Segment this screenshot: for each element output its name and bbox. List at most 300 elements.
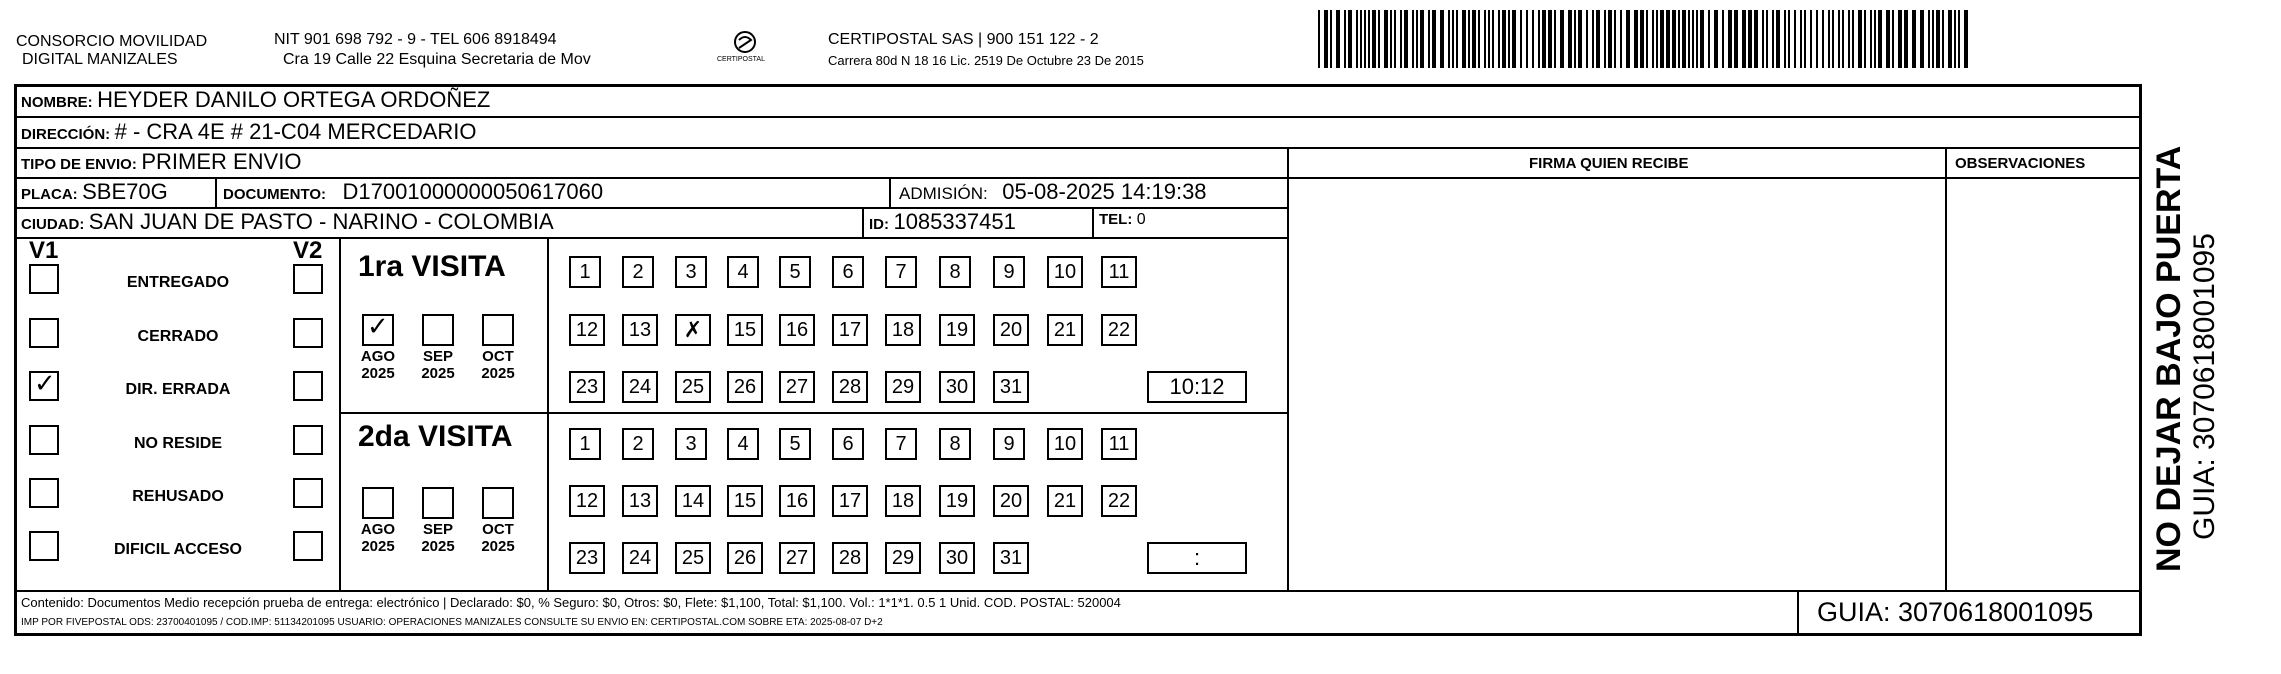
barcode-bar: [1904, 10, 1908, 68]
day-number: 30: [945, 546, 969, 569]
day-box[interactable]: [885, 542, 921, 574]
barcode-bar: [1412, 10, 1414, 68]
barcode-bar: [1928, 10, 1930, 68]
no-dejar-bajo-puerta: NO DEJAR BAJO PUERTA: [2150, 145, 2188, 572]
barcode-bar: [1932, 10, 1934, 68]
barcode-bar: [1772, 10, 1774, 68]
month-checkbox[interactable]: [482, 314, 514, 346]
status-label: REHUSADO: [132, 488, 224, 505]
check-mark-icon: ✓: [34, 369, 56, 399]
barcode-bar: [1682, 10, 1686, 68]
barcode-bar: [1878, 10, 1882, 68]
footer-imp: IMP POR FIVEPOSTAL ODS: 23700401095 / COD.IMP: 51134201095 USUARIO: OPERACIONES MANIZALES CONSULTE SU ENVIO EN: CERTIPOSTAL.COM SOBRE ETA: 2025-08-07 D+2: [21, 617, 883, 628]
time-value: 10:12: [1169, 374, 1225, 399]
barcode-bar: [1734, 10, 1738, 68]
day-number: 29: [891, 375, 915, 398]
day-box[interactable]: [779, 485, 815, 517]
side-guia: GUIA: 3070618001095: [2188, 233, 2221, 540]
day-box[interactable]: [622, 485, 658, 517]
barcode-bar: [1560, 10, 1564, 68]
day-box[interactable]: [885, 256, 917, 288]
barcode-bar: [1368, 10, 1370, 68]
day-number: 28: [838, 375, 862, 398]
barcode-bar: [1526, 10, 1528, 68]
day-box[interactable]: [569, 485, 605, 517]
barcode-bar: [1532, 10, 1534, 68]
nit-tel: NIT 901 698 792 - 9 - TEL 606 8918494: [274, 31, 557, 48]
day-number: 1: [579, 260, 591, 283]
day-box[interactable]: [622, 314, 658, 346]
barcode-bar: [1604, 10, 1606, 68]
barcode-bar: [1364, 10, 1366, 68]
month-year: 2025: [361, 365, 395, 382]
certipostal-info: CERTIPOSTAL SAS | 900 151 122 - 2: [828, 31, 1099, 48]
barcode-bar: [1892, 10, 1894, 68]
barcode-bar: [1502, 10, 1506, 68]
tipo-envio-field: [21, 149, 301, 175]
day-box[interactable]: [1101, 428, 1137, 460]
day-box[interactable]: [832, 314, 868, 346]
barcode-bar: [1660, 10, 1664, 68]
day-number: 6: [842, 432, 854, 455]
barcode-bar: [1800, 10, 1802, 68]
day-box[interactable]: [569, 428, 601, 460]
day-number: 23: [575, 375, 599, 398]
day-box[interactable]: [675, 256, 707, 288]
firma-header: FIRMA QUIEN RECIBE: [1529, 155, 1689, 172]
day-number: 17: [838, 489, 862, 512]
day-box[interactable]: [779, 314, 815, 346]
day-box[interactable]: [939, 542, 975, 574]
day-number: 15: [733, 489, 757, 512]
day-number: 4: [737, 432, 749, 455]
ciudad-field: [21, 209, 554, 235]
v1-checkbox[interactable]: [29, 264, 59, 294]
documento-label: DOCUMENTO:: [223, 186, 327, 203]
day-box[interactable]: [832, 485, 868, 517]
barcode-bar: [1378, 10, 1380, 68]
observaciones-header: OBSERVACIONES: [1955, 155, 2086, 172]
month-year: 2025: [421, 365, 455, 382]
shipping-form: [14, 84, 2142, 636]
barcode-bar: [1714, 10, 1718, 68]
day-number: 10: [1053, 432, 1077, 455]
barcode-bar: [1592, 10, 1594, 68]
day-box[interactable]: [779, 428, 811, 460]
company-name-line2: DIGITAL MANIZALES: [22, 51, 178, 68]
v1-checkbox[interactable]: [29, 478, 59, 508]
barcode-bar: [1336, 10, 1340, 68]
barcode-bar: [1508, 10, 1510, 68]
barcode-bar: [1794, 10, 1796, 68]
barcode-bar: [1666, 10, 1670, 68]
barcode-bar: [1614, 10, 1616, 68]
day-number: 20: [999, 318, 1023, 341]
day-number: 18: [891, 318, 915, 341]
barcode-bar: [1384, 10, 1388, 68]
barcode-bar: [1538, 10, 1540, 68]
day-box[interactable]: [675, 314, 711, 346]
barcode-bar: [1722, 10, 1724, 68]
admision-value: 05-08-2025 14:19:38: [1002, 179, 1207, 204]
day-mark-icon: ✗: [683, 317, 703, 343]
barcode-bar: [1688, 10, 1690, 68]
barcode-bar: [1488, 10, 1490, 68]
day-number: 22: [1107, 489, 1131, 512]
day-number: 15: [733, 318, 757, 341]
logo-caption: CERTIPOSTAL: [717, 56, 765, 63]
day-number: 8: [949, 260, 961, 283]
direccion-label: DIRECCIÓN:: [21, 126, 111, 143]
day-number: 9: [1003, 432, 1015, 455]
day-box[interactable]: [675, 485, 711, 517]
day-box[interactable]: [675, 428, 707, 460]
day-number: 7: [895, 260, 907, 283]
day-box[interactable]: [569, 314, 605, 346]
day-box[interactable]: [1047, 256, 1083, 288]
day-box[interactable]: [727, 485, 763, 517]
day-number: 11: [1108, 260, 1130, 283]
day-number: 25: [681, 546, 705, 569]
barcode-bar: [1958, 10, 1960, 68]
barcode: [1318, 10, 1973, 68]
placa-field: [21, 179, 168, 205]
day-number: 11: [1108, 432, 1130, 455]
v1-checkbox[interactable]: [29, 531, 59, 561]
day-box[interactable]: [1047, 428, 1083, 460]
id-label: ID:: [869, 216, 889, 233]
day-number: 18: [891, 489, 915, 512]
barcode-bar: [1728, 10, 1732, 68]
month-checkbox[interactable]: [362, 314, 394, 346]
day-number: 13: [628, 318, 652, 341]
day-box[interactable]: [993, 314, 1029, 346]
day-box[interactable]: [622, 371, 658, 403]
day-number: 22: [1107, 318, 1131, 341]
barcode-bar: [1874, 10, 1876, 68]
day-number: 24: [628, 546, 652, 569]
barcode-bar: [1788, 10, 1790, 68]
day-number: 16: [785, 318, 809, 341]
barcode-bar: [1348, 10, 1352, 68]
day-number: 31: [999, 375, 1023, 398]
barcode-bar: [1468, 10, 1470, 68]
barcode-bar: [1920, 10, 1924, 68]
certipostal-logo: [715, 28, 775, 68]
day-number: 13: [628, 489, 652, 512]
barcode-bar: [1548, 10, 1552, 68]
v2-header: V2: [293, 237, 323, 264]
month-year: 2025: [361, 538, 395, 555]
documento-value: D17001000000050617060: [342, 179, 604, 204]
barcode-bar: [1822, 10, 1824, 68]
day-box[interactable]: [727, 256, 759, 288]
barcode-bar: [1520, 10, 1522, 68]
check-mark-icon: ✓: [367, 312, 389, 342]
barcode-bar: [1754, 10, 1758, 68]
barcode-bar: [1784, 10, 1786, 68]
day-box[interactable]: [939, 314, 975, 346]
v2-checkbox[interactable]: [293, 264, 323, 294]
day-number: 3: [685, 432, 697, 455]
tipo-envio-value: PRIMER ENVIO: [141, 149, 302, 174]
day-box[interactable]: [939, 428, 971, 460]
day-box[interactable]: [885, 485, 921, 517]
barcode-bar: [1492, 10, 1494, 68]
day-box[interactable]: [1101, 314, 1137, 346]
v2-checkbox[interactable]: [293, 371, 323, 401]
barcode-bar: [1810, 10, 1812, 68]
barcode-bar: [1586, 10, 1588, 68]
barcode-bar: [1456, 10, 1458, 68]
barcode-bar: [1948, 10, 1952, 68]
day-number: 10: [1053, 260, 1077, 283]
barcode-bar: [1568, 10, 1572, 68]
day-box[interactable]: [885, 428, 917, 460]
day-box[interactable]: [1101, 256, 1137, 288]
day-number: 2: [632, 432, 644, 455]
day-number: 2: [632, 260, 644, 283]
day-box[interactable]: [993, 542, 1029, 574]
day-box[interactable]: [993, 485, 1029, 517]
time-field[interactable]: [1147, 542, 1247, 574]
placa-value: SBE70G: [82, 179, 168, 204]
barcode-bar: [1462, 10, 1466, 68]
day-box[interactable]: [939, 256, 971, 288]
month-year: 2025: [481, 365, 515, 382]
month-checkbox[interactable]: [422, 487, 454, 519]
status-label: ENTREGADO: [126, 274, 230, 291]
month-checkbox[interactable]: [422, 314, 454, 346]
day-box[interactable]: [993, 256, 1025, 288]
month-year: 2025: [481, 538, 515, 555]
day-number: 3: [685, 260, 697, 283]
barcode-bar: [1700, 10, 1704, 68]
day-number: 21: [1053, 318, 1077, 341]
day-box[interactable]: [779, 371, 815, 403]
month-checkbox[interactable]: [362, 487, 394, 519]
day-box[interactable]: [569, 256, 601, 288]
barcode-bar: [1634, 10, 1638, 68]
month-year: 2025: [421, 538, 455, 555]
status-label: CERRADO: [137, 328, 219, 345]
day-number: 17: [838, 318, 862, 341]
day-number: 12: [575, 318, 599, 341]
footer-guia: GUIA: 3070618001095: [1817, 597, 2094, 627]
day-box[interactable]: [832, 542, 868, 574]
day-box[interactable]: [993, 371, 1029, 403]
day-number: 27: [785, 375, 809, 398]
day-box[interactable]: [675, 542, 711, 574]
month-label: SEP: [422, 521, 453, 538]
day-number: 24: [628, 375, 652, 398]
month-checkbox[interactable]: [482, 487, 514, 519]
time-value: :: [1193, 545, 1201, 570]
v2-checkbox[interactable]: [293, 478, 323, 508]
barcode-bar: [1870, 10, 1872, 68]
placa-label: PLACA:: [21, 186, 78, 203]
barcode-bar: [1672, 10, 1676, 68]
documento-field: [223, 179, 603, 205]
day-number: 16: [785, 489, 809, 512]
tipo-envio-label: TIPO DE ENVIO:: [21, 156, 137, 173]
barcode-bar: [1472, 10, 1476, 68]
admision-label: ADMISIÓN:: [899, 184, 988, 203]
day-number: 4: [737, 260, 749, 283]
barcode-bar: [1864, 10, 1866, 68]
barcode-bar: [1324, 10, 1328, 68]
day-box[interactable]: [832, 428, 864, 460]
barcode-bar: [1330, 10, 1332, 68]
barcode-bar: [1356, 10, 1358, 68]
day-box[interactable]: [727, 542, 763, 574]
day-number: 19: [945, 318, 969, 341]
barcode-bar: [1416, 10, 1418, 68]
barcode-bar: [1838, 10, 1840, 68]
day-number: 8: [949, 432, 961, 455]
barcode-bar: [1542, 10, 1546, 68]
barcode-bar: [1858, 10, 1862, 68]
day-box[interactable]: [993, 428, 1025, 460]
day-number: 6: [842, 260, 854, 283]
day-box[interactable]: [832, 371, 868, 403]
barcode-bar: [1954, 10, 1956, 68]
day-number: 29: [891, 546, 915, 569]
v2-checkbox[interactable]: [293, 425, 323, 455]
day-number: 26: [733, 546, 757, 569]
direccion-value: # - CRA 4E # 21-C04 MERCEDARIO: [114, 119, 477, 144]
barcode-bar: [1646, 10, 1648, 68]
visit2-title: 2da VISITA: [358, 420, 513, 453]
day-box[interactable]: [727, 371, 763, 403]
barcode-bar: [1596, 10, 1600, 68]
barcode-bar: [1848, 10, 1850, 68]
nombre-value: HEYDER DANILO ORTEGA ORDOÑEZ: [97, 87, 491, 112]
status-label: DIFICIL ACCESO: [113, 541, 242, 558]
day-box[interactable]: [727, 314, 763, 346]
barcode-bar: [1652, 10, 1654, 68]
barcode-bar: [1452, 10, 1454, 68]
month-label: AGO: [360, 348, 396, 365]
day-number: 19: [945, 489, 969, 512]
tel-label: TEL:: [1099, 211, 1133, 228]
barcode-bar: [1842, 10, 1844, 68]
day-box[interactable]: [1101, 485, 1137, 517]
day-box[interactable]: [569, 371, 605, 403]
day-box[interactable]: [622, 542, 658, 574]
barcode-bar: [1912, 10, 1916, 68]
barcode-bar: [1804, 10, 1806, 68]
month-label: OCT: [482, 521, 514, 538]
id-value: 1085337451: [893, 209, 1016, 234]
day-box[interactable]: [885, 314, 921, 346]
day-box[interactable]: [675, 371, 711, 403]
barcode-bar: [1608, 10, 1612, 68]
barcode-bar: [1400, 10, 1402, 68]
certipostal-address: Carrera 80d N 18 16 Lic. 2519 De Octubre 23 De 2015: [828, 53, 1144, 68]
day-number: 5: [789, 260, 801, 283]
month-label: OCT: [482, 348, 514, 365]
barcode-bar: [1478, 10, 1480, 68]
barcode-bar: [1428, 10, 1430, 68]
barcode-bar: [1816, 10, 1818, 68]
company-name-line1: CONSORCIO MOVILIDAD: [16, 33, 208, 50]
v1-checkbox[interactable]: [29, 425, 59, 455]
barcode-bar: [1852, 10, 1854, 68]
barcode-bar: [1678, 10, 1680, 68]
tel-value: 0: [1136, 211, 1146, 228]
v1-checkbox[interactable]: [29, 318, 59, 348]
day-box[interactable]: [1047, 485, 1083, 517]
barcode-bar: [1656, 10, 1658, 68]
barcode-bar: [1748, 10, 1752, 68]
day-number: 31: [999, 546, 1023, 569]
v1-header: V1: [29, 237, 59, 264]
barcode-bar: [1832, 10, 1834, 68]
barcode-bar: [1696, 10, 1698, 68]
barcode-bar: [1448, 10, 1450, 68]
direccion-field: [21, 119, 477, 145]
day-box[interactable]: [939, 485, 975, 517]
day-number: 28: [838, 546, 862, 569]
barcode-bar: [1692, 10, 1694, 68]
barcode-bar: [1344, 10, 1346, 68]
v2-checkbox[interactable]: [293, 318, 323, 348]
day-number: 25: [681, 375, 705, 398]
day-number: 7: [895, 432, 907, 455]
day-box[interactable]: [885, 371, 921, 403]
barcode-bar: [1554, 10, 1556, 68]
day-box[interactable]: [939, 371, 975, 403]
barcode-bar: [1964, 10, 1968, 68]
barcode-bar: [1394, 10, 1396, 68]
time-field[interactable]: [1147, 371, 1247, 403]
v2-checkbox[interactable]: [293, 531, 323, 561]
ciudad-label: CIUDAD:: [21, 216, 85, 233]
day-box[interactable]: [779, 542, 815, 574]
barcode-bar: [1828, 10, 1830, 68]
barcode-bar: [1318, 10, 1320, 68]
footer-content: Contenido: Documentos Medio recepción prueba de entrega: electrónico | Declarado: $0, % Seguro: $0, Otros: $0, Flete: $1,100, Total: $1,100. Vol.: 1*1*1. 0.5 1 Unid. COD. POSTAL: 520004: [21, 595, 1121, 610]
id-field: [869, 209, 1016, 235]
ciudad-value: SAN JUAN DE PASTO - NARINO - COLOMBIA: [88, 209, 554, 234]
v1-checkbox[interactable]: [29, 371, 59, 401]
barcode-bar: [1390, 10, 1392, 68]
day-box[interactable]: [622, 256, 654, 288]
barcode-bar: [1626, 10, 1630, 68]
day-box[interactable]: [1047, 314, 1083, 346]
day-box[interactable]: [832, 256, 864, 288]
barcode-bar: [1512, 10, 1516, 68]
status-label: DIR. ERRADA: [125, 381, 231, 398]
day-number: 5: [789, 432, 801, 455]
day-box[interactable]: [779, 256, 811, 288]
barcode-bar: [1762, 10, 1764, 68]
day-number: 1: [579, 432, 591, 455]
day-box[interactable]: [727, 428, 759, 460]
day-number: 20: [999, 489, 1023, 512]
visit1-title: 1ra VISITA: [358, 250, 506, 283]
day-box[interactable]: [569, 542, 605, 574]
barcode-bar: [1766, 10, 1768, 68]
month-label: SEP: [422, 348, 453, 365]
barcode-bar: [1574, 10, 1576, 68]
barcode-bar: [1620, 10, 1622, 68]
nombre-label: NOMBRE:: [21, 94, 93, 111]
day-number: 14: [681, 489, 705, 512]
barcode-bar: [1886, 10, 1890, 68]
day-box[interactable]: [622, 428, 654, 460]
